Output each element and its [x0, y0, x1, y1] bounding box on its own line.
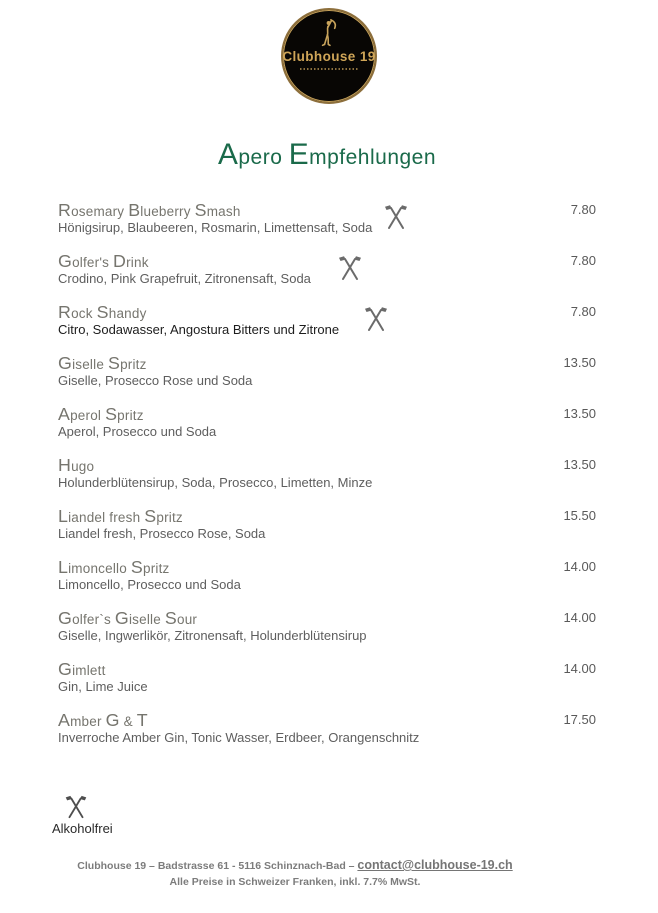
alcohol-free-legend [52, 792, 113, 836]
menu-item [58, 557, 596, 593]
menu-item-description: Aperol, Prosecco und Soda [58, 424, 217, 439]
menu-item-name: Giselle Spritz [58, 353, 147, 373]
menu-item-name: Liandel fresh Spritz [58, 506, 183, 526]
menu-item [58, 710, 596, 746]
menu-item-name: Golfer`s Giselle Sour [58, 608, 198, 628]
footer-tax-note: Alle Preise in Schweizer Franken, inkl. 7.7% MwSt. [169, 876, 421, 888]
footer-address-text: Clubhouse 19 – Badstrasse 61 - 5116 Schinznach-Bad – [77, 860, 358, 872]
legend-label: Alkoholfrei [52, 821, 113, 836]
footer-address-line [0, 857, 590, 874]
clubhouse-logo [281, 8, 377, 104]
menu-item-description: Crodino, Pink Grapefruit, Zitronensaft, Soda [58, 271, 311, 286]
contact-email-link[interactable]: contact@clubhouse-19.ch [357, 858, 513, 872]
menu-item-name: Aperol Spritz [58, 404, 144, 424]
menu-item-price: 14.00 [563, 559, 596, 574]
menu-item-price: 7.80 [570, 304, 596, 319]
page-title: Apero Empfehlungen [217, 138, 437, 171]
page-footer [0, 857, 590, 890]
menu-item-price: 13.50 [563, 457, 596, 472]
menu-item [58, 608, 596, 644]
menu-item-price: 17.50 [563, 712, 596, 727]
menu-item-price: 14.00 [563, 610, 596, 625]
menu-item-description: Giselle, Ingwerlikör, Zitronensaft, Holunderblütensirup [58, 628, 367, 643]
menu-item-price: 13.50 [563, 355, 596, 370]
menu-item-description: Holunderblütensirup, Soda, Prosecco, Limetten, Minze [58, 475, 373, 490]
logo-name: Clubhouse 19 [282, 49, 376, 64]
menu-item [58, 251, 596, 287]
menu-item-description: Hönigsirup, Blaubeeren, Rosmarin, Limettensaft, Soda [58, 220, 373, 235]
menu-item-name: Amber G & T [58, 710, 148, 730]
menu-item [58, 353, 596, 389]
logo-tagline-decoration [300, 68, 358, 70]
menu-item-description: Inverroche Amber Gin, Tonic Wasser, Erdbeer, Orangenschnitz [58, 730, 420, 745]
crossed-golf-clubs-icon [381, 201, 411, 231]
golfer-icon [312, 17, 346, 51]
menu-item-name: Gimlett [58, 659, 106, 679]
menu-item [58, 506, 596, 542]
menu-item-price: 14.00 [563, 661, 596, 676]
menu-item-name: Hugo [58, 455, 95, 475]
menu-item [58, 200, 596, 236]
menu-item-description: Citro, Sodawasser, Angostura Bitters und Zitrone [58, 322, 340, 337]
menu-item [58, 455, 596, 491]
menu-item-name: Golfer's Drink [58, 251, 149, 271]
menu-item-price: 13.50 [563, 406, 596, 421]
menu-item-description: Giselle, Prosecco Rose und Soda [58, 373, 253, 388]
menu-item [58, 302, 596, 338]
menu-item-price: 15.50 [563, 508, 596, 523]
menu-item-price: 7.80 [570, 202, 596, 217]
crossed-golf-clubs-icon [62, 792, 90, 820]
menu-item-description: Limoncello, Prosecco und Soda [58, 577, 241, 592]
menu-item [58, 404, 596, 440]
crossed-golf-clubs-icon [361, 303, 391, 333]
menu-item-name: Limoncello Spritz [58, 557, 170, 577]
menu-item [58, 659, 596, 695]
menu-list [58, 200, 596, 761]
menu-item-name: Rosemary Blueberry Smash [58, 200, 241, 220]
menu-item-price: 7.80 [570, 253, 596, 268]
crossed-golf-clubs-icon [335, 252, 365, 282]
menu-item-name: Rock Shandy [58, 302, 147, 322]
menu-item-description: Gin, Lime Juice [58, 679, 148, 694]
menu-item-description: Liandel fresh, Prosecco Rose, Soda [58, 526, 266, 541]
